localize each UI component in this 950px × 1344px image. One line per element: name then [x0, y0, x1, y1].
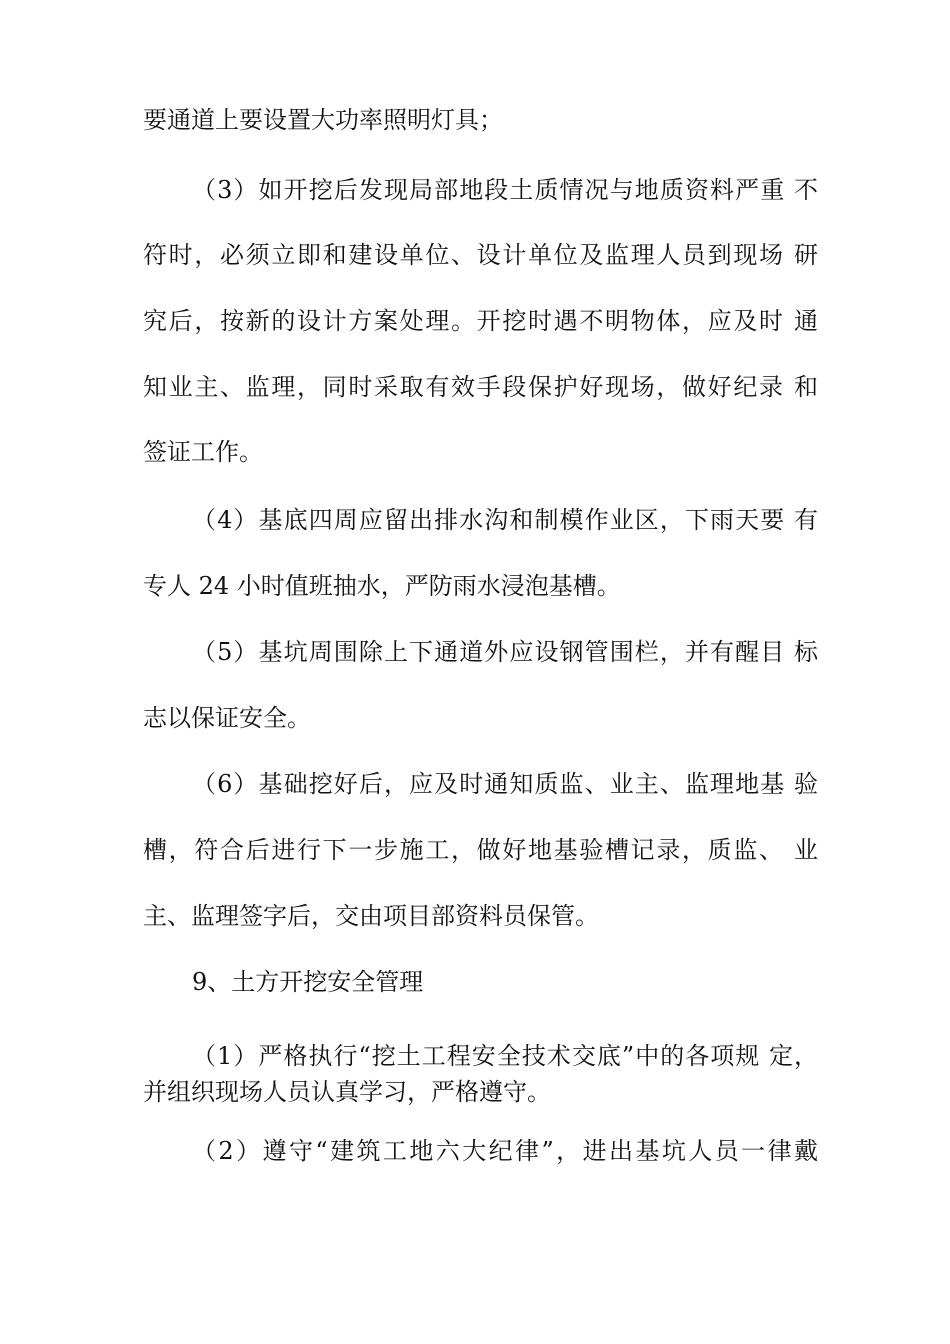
paragraph-line: 究后，按新的设计方案处理。开挖时遇不明物体，应及时 通 [143, 307, 818, 335]
paragraph-line: （3）如开挖后发现局部地段土质情况与地质资料严重 不 [192, 176, 818, 204]
paragraph-line: 主、监理签字后，交由项目部资料员保管。 [143, 902, 599, 930]
paragraph-line: 签证工作。 [143, 438, 263, 466]
paragraph-line: （2）遵守“建筑工地六大纪律”，进出基坑人员一律戴 [192, 1137, 818, 1165]
paragraph-line: （1）严格执行“挖土工程安全技术交底”中的各项规 定， [192, 1042, 818, 1070]
paragraph-line: （6）基础挖好后，应及时通知质监、业主、监理地基 验 [192, 770, 818, 798]
section-heading: 9、土方开挖安全管理 [192, 968, 424, 996]
paragraph-line: 知业主、监理，同时采取有效手段保护好现场，做好纪录 和 [143, 373, 818, 401]
paragraph-line: 专人 24 小时值班抽水，严防雨水浸泡基槽。 [143, 572, 621, 600]
paragraph-line: 要通道上要设置大功率照明灯具； [143, 106, 503, 134]
paragraph-line: （4）基底四周应留出排水沟和制模作业区，下雨天要 有 [192, 506, 818, 534]
paragraph-line: 槽，符合后进行下一步施工，做好地基验槽记录，质监、 业 [143, 836, 818, 864]
paragraph-line: 符时，必须立即和建设单位、设计单位及监理人员到现场 研 [143, 241, 818, 269]
paragraph-line: （5）基坑周围除上下通道外应设钢管围栏，并有醒目 标 [192, 638, 818, 666]
paragraph-line: 并组织现场人员认真学习，严格遵守。 [143, 1078, 551, 1106]
paragraph-line: 志以保证安全。 [143, 704, 311, 732]
